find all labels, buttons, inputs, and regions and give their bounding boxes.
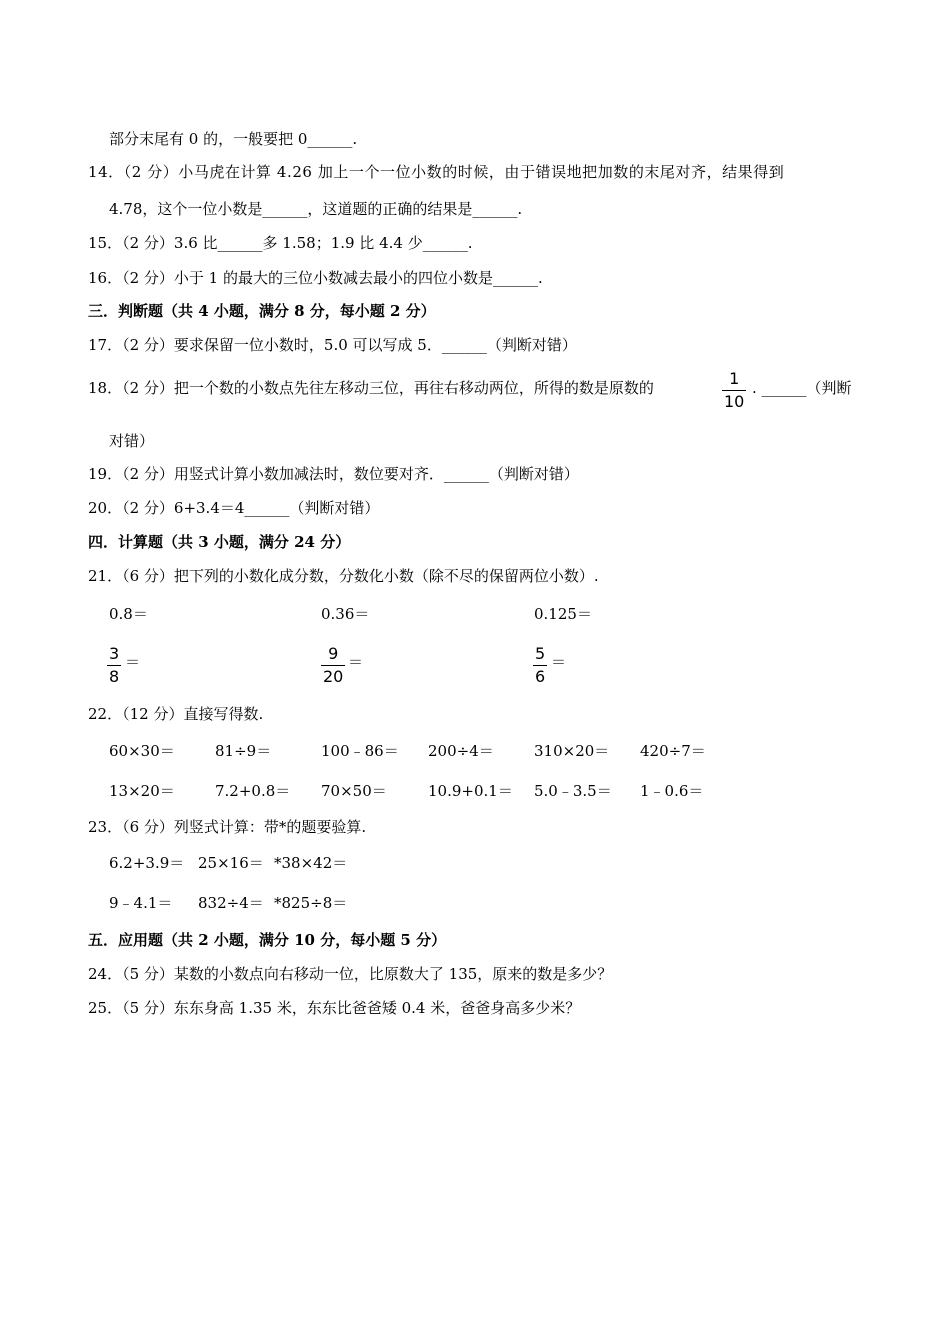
q22-item: 310×20＝ — [534, 742, 610, 760]
q22-item: 60×30＝ — [109, 742, 175, 760]
q23-item: 832÷4＝ — [198, 894, 264, 912]
q20: 20．（2 分）6+3.4＝4______（判断对错） — [88, 499, 380, 517]
fraction-bar — [722, 390, 746, 391]
q14-line1: 14．（2 分）小马虎在计算 4.26 加上一个一位小数的时候，由于错误地把加数的末尾对齐，结果得到 — [88, 163, 785, 181]
q22-text: 22．（12 分）直接写得数. — [88, 705, 264, 723]
q21-equals: ＝ — [125, 653, 141, 671]
q23-item: 6.2+3.9＝ — [109, 854, 185, 872]
q15: 15．（2 分）3.6 比______多 1.58；1.9 比 4.4 少______. — [88, 234, 473, 252]
fraction-denominator: 20 — [323, 667, 344, 686]
q18-text: 18．（2 分）把一个数的小数点先往左移动三位，再往右移动两位，所得的数是原数的 — [88, 379, 654, 397]
fraction-bar — [107, 665, 121, 666]
q18-line2: 对错） — [109, 432, 155, 450]
q22-item: 10.9+0.1＝ — [428, 782, 513, 800]
q16: 16．（2 分）小于 1 的最大的三位小数减去最小的四位小数是______. — [88, 269, 543, 287]
q22-item: 13×20＝ — [109, 782, 175, 800]
q22-item: 200÷4＝ — [428, 742, 494, 760]
q21-equals: ＝ — [551, 653, 567, 671]
q22-item: 70×50＝ — [321, 782, 387, 800]
fraction-numerator: 5 — [535, 644, 546, 663]
q18-fraction-denominator: 10 — [724, 392, 745, 411]
q21-fraction — [321, 645, 345, 686]
q24: 24．（5 分）某数的小数点向右移动一位，比原数大了 135，原来的数是多少？ — [88, 965, 613, 983]
q23-item: 25×16＝ — [198, 854, 264, 872]
q22-item: 7.2+0.8＝ — [215, 782, 291, 800]
section-4-heading: 四．计算题（共 3 小题，满分 24 分） — [88, 533, 351, 551]
q21-decimal: 0.125＝ — [534, 605, 592, 623]
q21-fraction — [107, 645, 121, 686]
q21-text: 21．（6 分）把下列的小数化成分数，分数化小数（除不尽的保留两位小数）. — [88, 567, 599, 585]
fraction-denominator: 8 — [109, 667, 120, 686]
q21-decimal: 0.8＝ — [109, 605, 148, 623]
q23-text: 23．（6 分）列竖式计算：带*的题要验算. — [88, 818, 367, 836]
fraction-numerator: 9 — [328, 644, 339, 663]
q21-decimal: 0.36＝ — [321, 605, 370, 623]
q18-fraction-numerator: 1 — [729, 369, 740, 388]
q13-continuation: 部分末尾有 0 的，一般要把 0______. — [109, 130, 358, 148]
q21-fraction — [533, 645, 547, 686]
section-3-heading: 三．判断题（共 4 小题，满分 8 分，每小题 2 分） — [88, 302, 436, 320]
q22-item: 5.0﹣3.5＝ — [534, 782, 612, 800]
q18-tail: . ______（判断 — [752, 379, 852, 397]
q22-item: 420÷7＝ — [640, 742, 706, 760]
q17: 17．（2 分）要求保留一位小数时，5.0 可以写成 5．______（判断对错） — [88, 336, 577, 354]
q23-item: 9﹣4.1＝ — [109, 894, 173, 912]
q22-item: 100﹣86＝ — [321, 742, 399, 760]
fraction-denominator: 6 — [535, 667, 546, 686]
q18-fraction — [722, 370, 746, 411]
q23-item: *38×42＝ — [274, 854, 348, 872]
fraction-numerator: 3 — [109, 644, 120, 663]
q21-equals: ＝ — [348, 653, 364, 671]
fraction-bar — [533, 665, 547, 666]
q22-item: 81÷9＝ — [215, 742, 272, 760]
q25: 25．（5 分）东东身高 1.35 米，东东比爸爸矮 0.4 米，爸爸身高多少米？ — [88, 999, 581, 1017]
section-5-heading: 五．应用题（共 2 小题，满分 10 分，每小题 5 分） — [88, 931, 447, 949]
q14-line2: 4.78，这个一位小数是______，这道题的正确的结果是______. — [109, 200, 523, 218]
q19: 19．（2 分）用竖式计算小数加减法时，数位要对齐．______（判断对错） — [88, 465, 579, 483]
q23-item: *825÷8＝ — [274, 894, 348, 912]
fraction-bar — [321, 665, 345, 666]
q22-item: 1﹣0.6＝ — [640, 782, 704, 800]
